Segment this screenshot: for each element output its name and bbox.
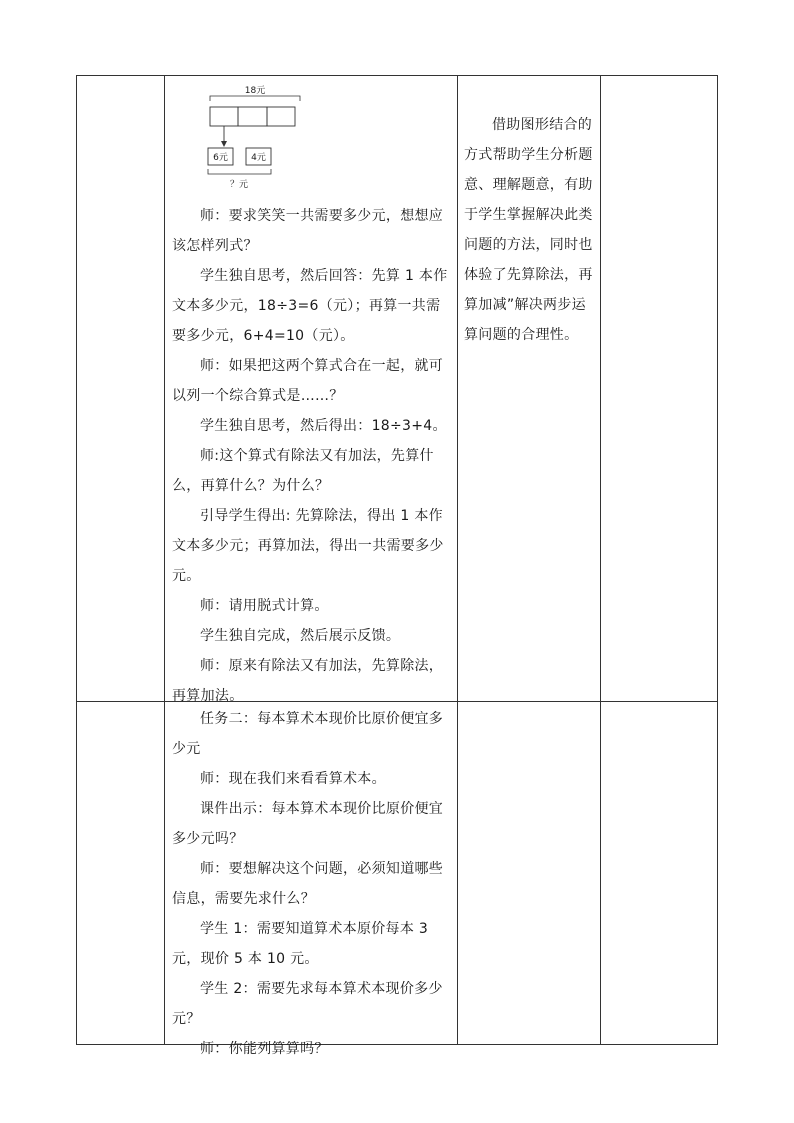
diagram-total-label: 18元 <box>244 86 266 96</box>
top-brace <box>210 96 300 101</box>
bar-segment-2 <box>238 107 267 126</box>
design-note-text: 借助图形结合的方式帮助学生分析题意、理解题意，有助于学生掌握解决此类问题的方法，同时也体验了先算除法，再算加减”解决两步运算问题的合理性。 <box>464 117 593 343</box>
paragraph: 引导学生得出: 先算除法，得出 1 本作文本多少元；再算加法，得出一共需要多少元。 <box>172 508 444 584</box>
paragraph: 学生 2：需要先求每本算术本现价多少元？ <box>172 981 443 1027</box>
paragraph: 任务二：每本算术本现价比原价便宜多少元 <box>172 711 444 757</box>
paragraph: 师：要想解决这个问题，必须知道哪些信息，需要先求什么？ <box>172 861 444 907</box>
bar-segment-3 <box>267 107 295 126</box>
paragraph: 师：要求笑笑一共需要多少元，想想应该怎样列式？ <box>172 208 444 254</box>
column-divider-2 <box>457 75 458 1045</box>
diagram-question-label: ？元 <box>229 180 249 190</box>
paragraph: 师：如果把这两个算式合在一起，就可以列一个综合算式是……？ <box>172 358 444 404</box>
paragraph: 课件出示：每本算术本现价比原价便宜多少元吗？ <box>172 801 444 847</box>
paragraph: 师：原来有除法又有加法，先算除法，再算加法。 <box>172 658 444 704</box>
paragraph: 学生独自完成，然后展示反馈。 <box>200 628 401 644</box>
paragraph: 师：现在我们来看看算术本。 <box>200 771 386 787</box>
paragraph: 学生 1：需要知道算术本原价每本 3 元，现价 5 本 10 元。 <box>172 921 429 967</box>
paragraph: 学生独自思考，然后得出：18÷3+4。 <box>200 418 447 434</box>
paragraph: 学生独自思考，然后回答：先算 1 本作文本多少元，18÷3=6（元）；再算一共需要多少元，6+4=10（元）。 <box>172 268 448 344</box>
row1-design-note <box>464 110 594 350</box>
table-top-border <box>76 75 718 76</box>
bar-model-diagram <box>205 83 305 193</box>
column-divider-1 <box>164 75 165 1045</box>
arrow-head <box>221 141 227 147</box>
box-6yuan-label: 6元 <box>213 153 228 163</box>
table-left-border <box>76 75 77 1045</box>
paragraph: 师:这个算式有除法又有加法，先算什么，再算什么？为什么？ <box>172 448 434 494</box>
table-right-border <box>717 75 718 1045</box>
paragraph: 师：你能列算算吗？ <box>200 1041 329 1057</box>
row2-process-cell <box>172 704 452 1064</box>
column-divider-3 <box>600 75 601 1045</box>
row1-process-cell <box>172 201 452 711</box>
bottom-brace <box>208 169 271 174</box>
box-4yuan-label: 4元 <box>251 153 266 163</box>
bar-segment-1 <box>210 107 238 126</box>
paragraph: 师：请用脱式计算。 <box>200 598 329 614</box>
